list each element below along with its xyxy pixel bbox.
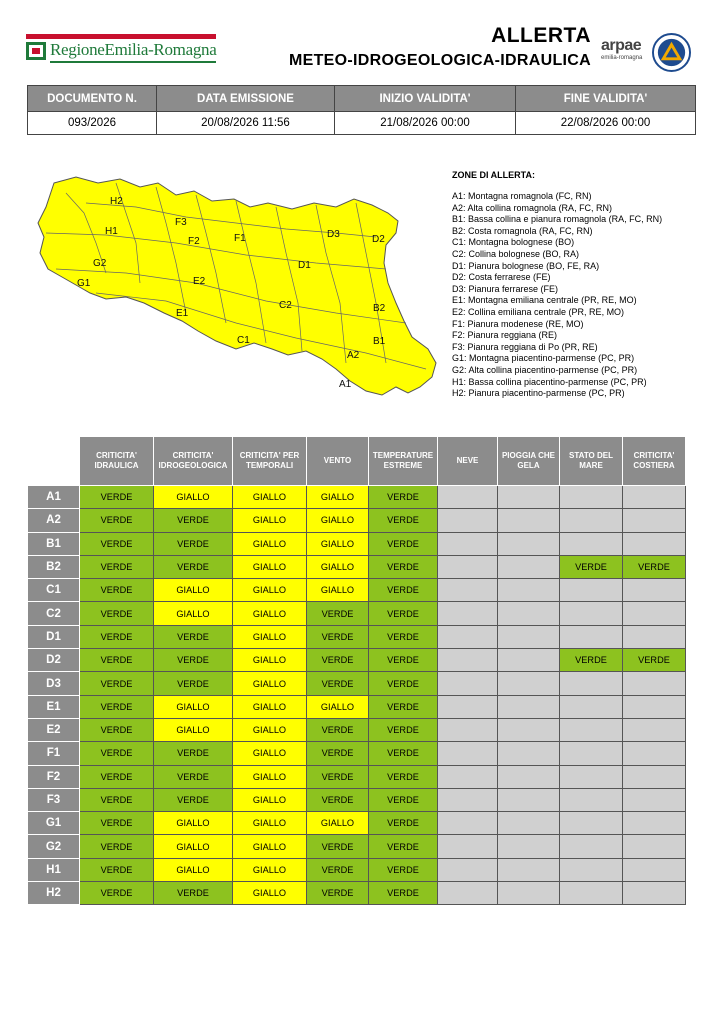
alert-cell (560, 695, 623, 718)
doc-end-validity: 22/08/2026 00:00 (516, 112, 696, 135)
page-title: ALLERTA (491, 24, 591, 47)
alert-cell: GIALLO (233, 672, 307, 695)
zones-legend (452, 191, 712, 400)
zone-legend-item: A1: Montagna romagnola (FC, RN) (452, 191, 592, 201)
alert-cell (623, 695, 686, 718)
alert-cell (438, 882, 498, 905)
alert-cell: GIALLO (307, 509, 369, 532)
alert-cell: GIALLO (233, 882, 307, 905)
alert-cell: VERDE (307, 625, 369, 648)
zone-label: F1 (28, 742, 80, 765)
column-header: TEMPERATURE ESTREME (369, 437, 438, 486)
zone-label: F2 (28, 765, 80, 788)
zone-legend-item: F2: Pianura reggiana (RE) (452, 330, 558, 341)
alert-cell: VERDE (80, 695, 154, 718)
table-row (28, 532, 686, 555)
alert-cell: VERDE (623, 555, 686, 578)
zone-label: H1 (28, 858, 80, 881)
alert-cell (560, 602, 623, 625)
alert-cell: VERDE (154, 532, 233, 555)
table-row (28, 788, 686, 811)
alert-cell (438, 625, 498, 648)
alert-cell: VERDE (369, 788, 438, 811)
alert-cell (498, 555, 560, 578)
table-row (28, 718, 686, 741)
alert-cell: VERDE (80, 882, 154, 905)
alert-cell (623, 835, 686, 858)
alert-cell: VERDE (369, 835, 438, 858)
alert-cell (498, 649, 560, 672)
alert-cell (498, 672, 560, 695)
alert-cell (438, 579, 498, 602)
alert-cell (498, 812, 560, 835)
zone-legend-item: D3: Pianura ferrarese (FE) (452, 283, 559, 294)
alert-cell (623, 882, 686, 905)
alert-cell: VERDE (154, 765, 233, 788)
map-label-c1: C1 (237, 335, 250, 346)
alert-cell: VERDE (369, 718, 438, 741)
zone-legend-item: E1: Montagna emiliana centrale (PR, RE, MO) (452, 295, 637, 306)
alert-cell (438, 835, 498, 858)
alert-cell: GIALLO (233, 835, 307, 858)
zone-legend-item: F3: Pianura reggiana di Po (PR, RE) (452, 341, 598, 352)
alert-cell: VERDE (369, 649, 438, 672)
alert-cell: VERDE (369, 812, 438, 835)
zone-label: H2 (28, 882, 80, 905)
alert-cell (560, 579, 623, 602)
alert-cell: GIALLO (233, 486, 307, 509)
alert-cell (438, 812, 498, 835)
alert-cell (438, 649, 498, 672)
page-subtitle: METEO-IDROGEOLOGICA-IDRAULICA (288, 52, 591, 69)
column-header: NEVE (438, 437, 498, 486)
alert-cell (438, 788, 498, 811)
alert-cell: GIALLO (154, 579, 233, 602)
zone-label: C1 (28, 579, 80, 602)
column-header: CRITICITA' PER TEMPORALI (233, 437, 307, 486)
map-label-f2: F2 (188, 236, 200, 247)
alert-cell (438, 486, 498, 509)
table-row (28, 602, 686, 625)
alert-cell: GIALLO (233, 858, 307, 881)
alert-cell: VERDE (154, 672, 233, 695)
alert-cell: VERDE (307, 882, 369, 905)
alert-cell: GIALLO (307, 812, 369, 835)
alert-cell (498, 625, 560, 648)
alert-cell: GIALLO (307, 486, 369, 509)
alert-cell: VERDE (369, 858, 438, 881)
zone-legend-item: C2: Collina bolognese (BO, RA) (452, 248, 580, 259)
alert-cell: VERDE (369, 602, 438, 625)
alert-cell: GIALLO (154, 858, 233, 881)
alert-cell (560, 486, 623, 509)
alert-cell (438, 742, 498, 765)
alert-cell: VERDE (80, 509, 154, 532)
alert-cell: GIALLO (307, 579, 369, 602)
zone-label: B1 (28, 532, 80, 555)
alert-cell: VERDE (307, 858, 369, 881)
zone-label: A2 (28, 509, 80, 532)
alert-cell: VERDE (80, 672, 154, 695)
zones-legend-title: ZONE DI ALLERTA: (452, 170, 535, 180)
alert-cell: VERDE (369, 509, 438, 532)
alert-cell (560, 718, 623, 741)
alert-cell: GIALLO (233, 718, 307, 741)
alert-zones-map (36, 173, 440, 400)
map-label-f1: F1 (234, 233, 246, 244)
column-header: CRITICITA' IDROGEOLOGICA (154, 437, 233, 486)
alert-cell: VERDE (369, 555, 438, 578)
region-outline (38, 177, 436, 395)
alert-cell: GIALLO (233, 695, 307, 718)
alert-cell (498, 858, 560, 881)
alert-cell (498, 532, 560, 555)
alert-cell: VERDE (369, 882, 438, 905)
alert-cell: VERDE (80, 765, 154, 788)
alert-cell (438, 765, 498, 788)
alert-cell: VERDE (307, 602, 369, 625)
alert-cell (560, 532, 623, 555)
alert-cell (498, 695, 560, 718)
alert-cell: GIALLO (233, 812, 307, 835)
alert-cell: VERDE (560, 555, 623, 578)
arpae-logo-subtext: emilia-romagna (601, 55, 643, 61)
alert-cell: GIALLO (154, 602, 233, 625)
arpae-logo (601, 38, 649, 68)
alert-cell: VERDE (80, 555, 154, 578)
table-row (28, 649, 686, 672)
zone-label: D1 (28, 625, 80, 648)
table-row (28, 579, 686, 602)
alert-cell (560, 765, 623, 788)
alert-cell: VERDE (369, 695, 438, 718)
alert-cell: GIALLO (233, 555, 307, 578)
alert-cell (560, 858, 623, 881)
alert-cell (623, 532, 686, 555)
map-label-g2: G2 (93, 258, 107, 269)
alert-cell: VERDE (369, 672, 438, 695)
alert-cell (623, 579, 686, 602)
alert-cell (498, 835, 560, 858)
alert-cell: VERDE (307, 742, 369, 765)
alert-cell: VERDE (80, 532, 154, 555)
alert-cell (560, 882, 623, 905)
zone-legend-item: E2: Collina emiliana centrale (PR, RE, MO) (452, 306, 625, 317)
column-header: PIOGGIA CHE GELA (498, 437, 560, 486)
alert-cell (498, 509, 560, 532)
alert-cell: VERDE (369, 532, 438, 555)
zone-label: A1 (28, 486, 80, 509)
zone-legend-item: D1: Pianura bolognese (BO, FE, RA) (452, 260, 600, 271)
map-label-h1: H1 (105, 226, 118, 237)
alert-cell (623, 509, 686, 532)
alert-cell (623, 625, 686, 648)
map-label-d3: D3 (327, 229, 340, 240)
doc-start-validity: 21/08/2026 00:00 (335, 112, 516, 135)
alert-cell: GIALLO (233, 625, 307, 648)
alert-cell: VERDE (154, 742, 233, 765)
civil-protection-logo (652, 33, 691, 72)
alert-cell: GIALLO (154, 812, 233, 835)
alert-cell (623, 742, 686, 765)
zone-legend-item: H1: Bassa collina piacentino-parmense (PC, PR) (452, 376, 647, 387)
alert-cell (438, 555, 498, 578)
alert-cell (560, 742, 623, 765)
column-header: STATO DEL MARE (560, 437, 623, 486)
alert-cell: VERDE (560, 649, 623, 672)
table-row (28, 695, 686, 718)
zone-label: G1 (28, 812, 80, 835)
alert-cell (560, 835, 623, 858)
alert-cell (498, 742, 560, 765)
alert-cell (623, 812, 686, 835)
map-label-f3: F3 (175, 217, 187, 228)
doc-header-end-validity: FINE VALIDITA' (516, 86, 696, 112)
alert-cell: VERDE (154, 649, 233, 672)
zone-label: C2 (28, 602, 80, 625)
zone-label: E2 (28, 718, 80, 741)
alert-cell (560, 509, 623, 532)
alert-cell: VERDE (80, 486, 154, 509)
alert-cell: VERDE (154, 509, 233, 532)
alert-cell: VERDE (80, 835, 154, 858)
alert-cell: VERDE (80, 812, 154, 835)
zone-label: D3 (28, 672, 80, 695)
alert-cell (623, 672, 686, 695)
region-logo (26, 34, 218, 64)
alert-cell (438, 532, 498, 555)
zone-label: F3 (28, 788, 80, 811)
table-row (28, 858, 686, 881)
alert-cell (560, 672, 623, 695)
alert-cell (560, 812, 623, 835)
zone-legend-item: F1: Pianura modenese (RE, MO) (452, 318, 584, 329)
zone-legend-item: G2: Alta collina piacentino-parmense (PC, PR) (452, 364, 638, 375)
map-label-e2: E2 (193, 276, 206, 287)
alert-cell: GIALLO (307, 695, 369, 718)
map-label-a1: A1 (339, 379, 352, 390)
doc-header-number: DOCUMENTO N. (28, 86, 157, 112)
map-label-d1: D1 (298, 260, 311, 271)
alert-cell: VERDE (80, 788, 154, 811)
alert-cell (438, 602, 498, 625)
alert-cell: VERDE (307, 765, 369, 788)
alert-cell: VERDE (369, 486, 438, 509)
alert-cell: VERDE (80, 649, 154, 672)
alert-cell: GIALLO (233, 649, 307, 672)
alert-cell: VERDE (80, 858, 154, 881)
zone-legend-item: H2: Pianura piacentino-parmense (PC, PR) (452, 388, 625, 399)
map-label-b2: B2 (373, 303, 386, 314)
alert-cell (560, 788, 623, 811)
alert-cell: VERDE (154, 625, 233, 648)
zone-legend-item: C1: Montagna bolognese (BO) (452, 237, 575, 248)
alert-cell: GIALLO (233, 742, 307, 765)
zone-label: B2 (28, 555, 80, 578)
alert-cell: GIALLO (233, 765, 307, 788)
map-label-g1: G1 (77, 278, 91, 289)
zone-label: D2 (28, 649, 80, 672)
alert-cell: VERDE (623, 649, 686, 672)
alert-cell (623, 788, 686, 811)
map-label-e1: E1 (176, 308, 189, 319)
alert-cell: VERDE (80, 579, 154, 602)
column-header: CRITICITA' COSTIERA (623, 437, 686, 486)
map-label-a2: A2 (347, 350, 360, 361)
alert-cell: GIALLO (233, 509, 307, 532)
alert-cell (438, 672, 498, 695)
alert-cell (438, 858, 498, 881)
alert-cell (623, 486, 686, 509)
alert-cell: VERDE (80, 625, 154, 648)
map-label-c2: C2 (279, 300, 292, 311)
alert-cell (498, 579, 560, 602)
alert-cell: VERDE (369, 625, 438, 648)
alert-cell (498, 788, 560, 811)
alert-cell (498, 765, 560, 788)
table-row (28, 812, 686, 835)
alert-cell: GIALLO (233, 532, 307, 555)
table-corner (28, 437, 80, 486)
arpae-logo-text: arpae (601, 37, 642, 54)
alert-cell: VERDE (307, 649, 369, 672)
alert-cell: VERDE (369, 765, 438, 788)
alert-cell: VERDE (80, 602, 154, 625)
doc-issue-date: 20/08/2026 11:56 (157, 112, 335, 135)
alert-cell: GIALLO (307, 555, 369, 578)
zone-legend-item: B2: Costa romagnola (RA, FC, RN) (452, 225, 593, 236)
table-row (28, 509, 686, 532)
alert-cell: VERDE (369, 579, 438, 602)
alert-cell: VERDE (307, 788, 369, 811)
table-row (28, 486, 686, 509)
alert-cell: VERDE (154, 882, 233, 905)
alert-cell: VERDE (154, 788, 233, 811)
zone-label: G2 (28, 835, 80, 858)
alert-cell (498, 602, 560, 625)
column-header: CRITICITA' IDRAULICA (80, 437, 154, 486)
alert-cell: VERDE (307, 672, 369, 695)
table-row (28, 625, 686, 648)
zone-legend-item: B1: Bassa collina e pianura romagnola (RA, FC, RN) (452, 214, 663, 225)
alert-cell: VERDE (154, 555, 233, 578)
region-logo-text: RegioneEmilia-Romagna (50, 40, 217, 59)
zone-legend-item: A2: Alta collina romagnola (RA, FC, RN) (452, 202, 613, 213)
alert-cell (438, 695, 498, 718)
map-label-d2: D2 (372, 234, 385, 245)
alert-cell (623, 718, 686, 741)
doc-header-issue-date: DATA EMISSIONE (157, 86, 335, 112)
alert-cell: GIALLO (154, 718, 233, 741)
map-label-b1: B1 (373, 336, 386, 347)
table-row (28, 742, 686, 765)
column-header: VENTO (307, 437, 369, 486)
alert-cell: GIALLO (154, 486, 233, 509)
alert-cell: VERDE (369, 742, 438, 765)
alert-cell: VERDE (307, 835, 369, 858)
alert-cell (623, 858, 686, 881)
alert-cell: GIALLO (233, 579, 307, 602)
zone-label: E1 (28, 695, 80, 718)
alert-cell: GIALLO (154, 695, 233, 718)
alert-cell (498, 486, 560, 509)
zone-legend-item: G1: Montagna piacentino-parmense (PC, PR) (452, 353, 635, 364)
document-info-table (27, 85, 696, 135)
alert-cell (498, 882, 560, 905)
alert-cell (498, 718, 560, 741)
table-row (28, 835, 686, 858)
alert-table (27, 436, 686, 905)
table-row (28, 765, 686, 788)
alert-cell (623, 602, 686, 625)
doc-number: 093/2026 (28, 112, 157, 135)
alert-cell: GIALLO (233, 602, 307, 625)
alert-cell (438, 718, 498, 741)
alert-cell: VERDE (80, 718, 154, 741)
alert-cell: VERDE (80, 742, 154, 765)
table-row (28, 882, 686, 905)
alert-cell: GIALLO (307, 532, 369, 555)
table-row (28, 672, 686, 695)
table-row (28, 555, 686, 578)
alert-cell (623, 765, 686, 788)
alert-cell: VERDE (307, 718, 369, 741)
alert-cell (438, 509, 498, 532)
alert-cell: GIALLO (154, 835, 233, 858)
map-label-h2: H2 (110, 196, 123, 207)
alert-cell (560, 625, 623, 648)
doc-header-start-validity: INIZIO VALIDITA' (335, 86, 516, 112)
zone-legend-item: D2: Costa ferrarese (FE) (452, 272, 551, 283)
alert-cell: GIALLO (233, 788, 307, 811)
